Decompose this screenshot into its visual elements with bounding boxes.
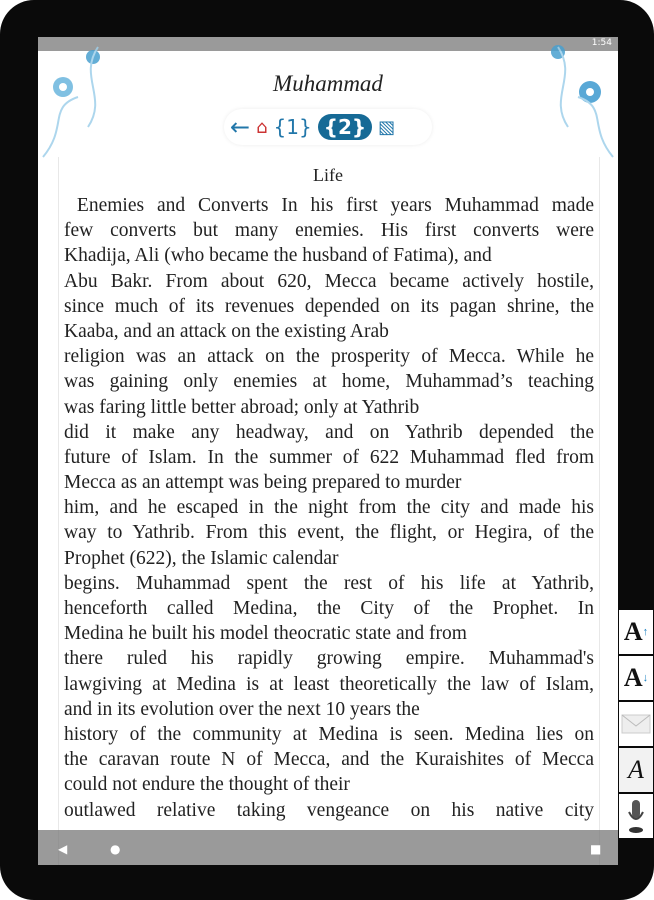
book-title: Muhammad [273, 71, 383, 96]
text-line: way to Yathrib. From this event, the flight, or Hegira, of the [64, 522, 594, 544]
floral-decoration-right [528, 37, 618, 167]
arrow-left-icon[interactable]: ← [230, 113, 251, 141]
text-line: outlawed relative taking vengeance on his native city [64, 799, 594, 821]
back-nav-icon[interactable]: ◀ [58, 842, 68, 856]
article-text [64, 193, 594, 823]
text-line: religion was an attack on the prosperity of Mecca. While he [64, 346, 594, 368]
text-line: Prophet (622), the Islamic calendar [64, 547, 339, 569]
text-line: lawgiving at Medina is at least theoretically the law of Islam, [64, 673, 594, 695]
text-line: and in its evolution over the next 10 years the [64, 698, 420, 720]
increase-font-button[interactable]: A ↑ [619, 610, 653, 654]
section-heading: Life [313, 165, 343, 185]
text-line: henceforth called Medina, the City of the Prophet. In [64, 598, 594, 619]
text-line: Enemies and Converts In his first years Muhammad made [64, 195, 594, 216]
text-line: was gaining only enemies at home, Muhammad’s teaching [64, 371, 594, 393]
text-line: could not endure the thought of their [64, 774, 350, 796]
text-line: future of Islam. In the summer of 622 Muhammad fled from [64, 446, 594, 468]
recents-nav-icon[interactable]: ■ [590, 842, 602, 856]
status-time: 1:54 [591, 38, 612, 48]
screen [38, 37, 618, 865]
text-line: Abu Bakr. From about 620, Mecca became actively hostile, [64, 270, 594, 292]
text-line: since much of its revenues depended on its pagan shrine, the [64, 295, 594, 317]
arrow-down-icon: ↓ [642, 672, 649, 684]
text-line: the caravan route N of Mecca, and the Kuraishites of Mecca [64, 749, 594, 771]
microphone-icon[interactable] [619, 794, 653, 838]
text-line: there ruled his rapidly growing empire. Muhammad's [64, 648, 594, 670]
text-line: was faring little better abroad; only at Yathrib [64, 396, 420, 418]
floral-decoration-left [38, 37, 128, 167]
text-line: few converts but many enemies. His first converts were [64, 220, 594, 242]
page-2-button[interactable]: {2} [318, 114, 372, 140]
system-nav-bar [38, 830, 618, 865]
arrow-up-icon: ↑ [642, 626, 649, 638]
text-line: Khadija, Ali (who became the husband of Fatima), and [64, 245, 492, 267]
reader-tools [619, 610, 653, 840]
text-line: Medina he built his model theocratic state and from [64, 623, 467, 645]
text-line: Kaaba, and an attack on the existing Arab [64, 320, 389, 342]
font-style-button[interactable]: A [619, 748, 653, 792]
mail-icon[interactable] [619, 702, 653, 746]
image-icon[interactable]: ▧ [378, 116, 396, 138]
text-line: begins. Muhammad spent the rest of his life at Yathrib, [64, 572, 594, 594]
page-navigation [224, 109, 432, 145]
text-line: him, and he escaped in the night from the city and made his [64, 497, 594, 519]
text-line: history of the community at Medina is seen. Medina lies on [64, 723, 594, 745]
text-line: Mecca as an attempt was being prepared to murder [64, 472, 462, 494]
decrease-font-button[interactable]: A ↓ [619, 656, 653, 700]
home-nav-icon[interactable]: ● [110, 842, 121, 856]
page-1-button[interactable]: {1} [273, 115, 312, 139]
text-line: did it make any headway, and on Yathrib depended the [64, 421, 594, 443]
home-icon[interactable]: ⌂ [256, 116, 268, 138]
